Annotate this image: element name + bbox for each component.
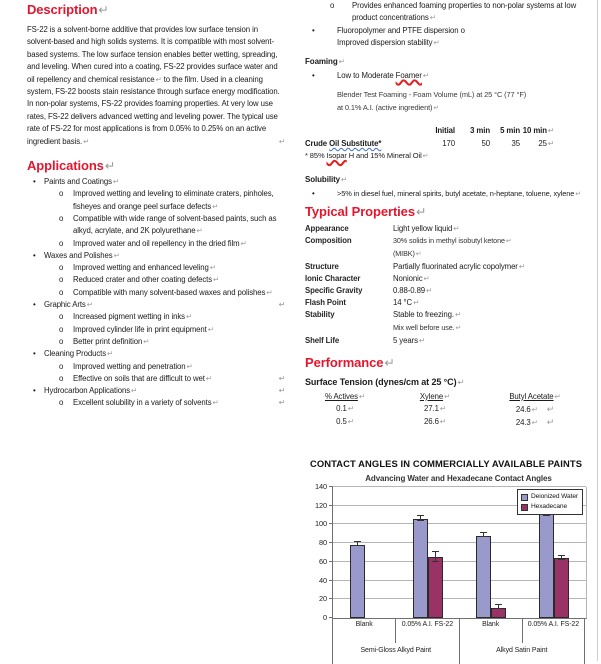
- foam-column-header: 10 min↵: [522, 126, 554, 136]
- return-mark-icon: ↵: [415, 204, 427, 219]
- return-mark-icon: ↵: [413, 298, 420, 308]
- return-mark-icon: ↵: [547, 126, 554, 136]
- bullet-icon: •: [33, 177, 36, 187]
- foam-value-cell: 35: [511, 138, 520, 148]
- return-mark-icon: ↵: [575, 191, 582, 199]
- return-mark-icon: ↵: [213, 275, 220, 285]
- legend-label: Hexadecane: [531, 503, 568, 511]
- property-value: [393, 235, 512, 261]
- solubility-list: [305, 188, 596, 201]
- foam-table-footnote: [305, 150, 596, 162]
- list-item: [27, 213, 285, 238]
- foaming-level-pre: Low to Moderate: [337, 71, 396, 81]
- property-value: [393, 309, 461, 334]
- y-axis-label: 80: [318, 538, 327, 548]
- category-label: 0.05% A.I. FS-22: [395, 618, 458, 643]
- list-item: [27, 250, 285, 262]
- deionized-water-bar: [350, 545, 365, 618]
- bullet-icon: •: [33, 250, 36, 260]
- legend-entry: [521, 492, 578, 502]
- group-label: Semi-Gloss Alkyd Paint: [332, 643, 459, 664]
- bar-slot: [491, 487, 506, 618]
- return-mark-icon: ↵: [107, 349, 114, 359]
- bar-slot: [365, 487, 380, 618]
- y-axis-label: 60: [318, 557, 327, 567]
- return-mark-icon: ↵: [98, 3, 109, 17]
- return-mark-icon: ↵: [505, 237, 512, 245]
- return-mark-icon: ↵: [455, 324, 462, 332]
- category-label: 0.05% A.I. FS-22: [522, 618, 585, 643]
- property-row: [305, 335, 596, 347]
- return-mark-icon: ↵: [341, 175, 348, 185]
- deionized-water-bar: [476, 536, 491, 618]
- circle-bullet-icon: o: [59, 238, 64, 248]
- typical-properties-heading-text: Typical Properties: [305, 203, 415, 219]
- return-mark-icon: ↵: [104, 159, 116, 174]
- surface-tension-value: 0.5↵: [336, 417, 354, 427]
- performance-heading: [305, 355, 596, 371]
- return-mark-icon: ↵: [278, 398, 285, 408]
- typical-properties-table: [305, 223, 596, 347]
- bar-slot: [413, 487, 428, 618]
- return-mark-icon: ↵: [531, 404, 538, 414]
- return-mark-icon: ↵: [212, 201, 219, 211]
- return-mark-icon: ↵: [113, 250, 120, 260]
- blender-test-note: [337, 88, 596, 115]
- list-item: [27, 274, 285, 286]
- list-item: [305, 70, 596, 82]
- solubility-heading-text: Solubility: [305, 175, 341, 185]
- applications-list: [27, 176, 285, 410]
- return-mark-icon: ↵: [453, 223, 460, 233]
- foam-row-label: [305, 138, 417, 151]
- property-row: [305, 297, 596, 309]
- property-row: [305, 261, 596, 273]
- list-item: [305, 25, 596, 37]
- list-item-text: Waxes and Polishes↵: [44, 250, 120, 260]
- circle-bullet-icon: o: [59, 275, 64, 285]
- return-mark-icon: ↵: [439, 417, 446, 427]
- list-item: [27, 238, 285, 250]
- list-item-text: Graphic Arts↵: [44, 300, 93, 310]
- list-item-text: Compatible with many solvent-based waxes and polishes↵: [73, 287, 273, 297]
- error-bar: [417, 515, 424, 521]
- list-item: [27, 176, 285, 188]
- applications-heading: [27, 158, 285, 174]
- y-axis-label: 40: [318, 576, 327, 586]
- misspelled-word: Foamer: [395, 71, 422, 81]
- return-mark-icon: ↵: [547, 138, 554, 148]
- error-bar: [354, 541, 361, 546]
- surface-tension-header-text: Butyl Acetate: [509, 391, 554, 401]
- foam-volume-table: [305, 125, 596, 150]
- foam-column-header: Initial: [435, 126, 455, 136]
- misspelled-word: Isopar: [326, 151, 347, 161]
- bar-group: [460, 487, 523, 618]
- error-bar: [495, 604, 502, 609]
- circle-bullet-icon: o: [330, 1, 335, 10]
- property-row: [305, 273, 596, 285]
- foam-column-header: 3 min: [470, 126, 490, 136]
- deionized-water-bar: [413, 519, 428, 618]
- legend-entry: [521, 502, 578, 512]
- surface-tension-value: 0.1↵: [336, 403, 354, 413]
- error-bar: [480, 532, 487, 537]
- property-row: [305, 223, 596, 235]
- property-value-line1: Stable to freezing.↵: [393, 310, 462, 320]
- list-item-text: Excellent solubility in a variety of solvents↵: [73, 398, 219, 408]
- property-row: [305, 235, 596, 261]
- foam-value-cell: 25↵: [538, 138, 554, 148]
- foam-row-label-plain: Crude: [305, 138, 330, 148]
- return-mark-icon: ↵: [457, 376, 465, 387]
- circle-bullet-icon: o: [59, 213, 64, 223]
- return-mark-icon: ↵: [185, 312, 193, 322]
- return-mark-icon: ↵: [131, 386, 138, 396]
- list-item: [27, 348, 285, 360]
- return-mark-icon: ↵: [426, 286, 433, 296]
- return-mark-icon: ↵: [240, 238, 247, 248]
- property-label: Appearance: [305, 223, 349, 233]
- surface-tension-value: 24.3↵ ↵: [515, 417, 555, 428]
- property-value: [393, 223, 459, 235]
- property-value-line1: Partially fluorinated acrylic copolymer↵: [393, 262, 525, 272]
- return-mark-icon: ↵: [531, 418, 538, 428]
- list-item-text: Hydrocarbon Applications↵: [44, 386, 138, 396]
- list-item: [27, 361, 285, 373]
- y-axis-label: 100: [314, 519, 327, 529]
- return-mark-icon: ↵: [546, 417, 555, 428]
- foam-header-spacer: [305, 125, 417, 138]
- property-label: Specific Gravity: [305, 286, 363, 296]
- return-mark-icon: ↵: [86, 300, 93, 310]
- return-mark-icon: ↵: [439, 403, 446, 413]
- hexadecane-bar: [554, 558, 569, 618]
- circle-bullet-icon: o: [59, 189, 64, 199]
- list-item-text: Improved water and oil repellency in the dried film↵: [73, 238, 247, 248]
- circle-bullet-icon: o: [59, 263, 64, 273]
- list-item-text: Improved wetting and enhanced leveling↵: [73, 263, 216, 273]
- list-item-text: Compatible with wide range of solvent-based paints, such as alkyd, acrylate, and 2K polyurethane↵: [73, 213, 277, 236]
- return-mark-icon: ↵: [212, 398, 219, 408]
- list-item: [27, 262, 285, 274]
- list-item-text: Better print definition↵: [73, 336, 150, 346]
- bullet-icon: •: [33, 300, 36, 310]
- return-mark-icon: ↵: [155, 74, 162, 84]
- return-mark-icon: ↵: [384, 355, 395, 370]
- list-item: [27, 373, 285, 385]
- list-item-text: Provides enhanced foaming properties to non-polar systems at low product concentrations↵: [352, 1, 577, 23]
- circle-bullet-icon: o: [59, 336, 64, 346]
- return-mark-icon: ↵: [112, 177, 119, 187]
- return-mark-icon: ↵: [186, 361, 193, 371]
- foaming-level-text: [337, 70, 429, 82]
- foaming-bullets-top: [305, 0, 596, 49]
- foam-column-header: 5 min: [500, 126, 520, 136]
- bullet-icon: •: [312, 25, 315, 35]
- chart-plot-area: [314, 482, 585, 623]
- list-item-text: Paints and Coatings↵: [44, 177, 119, 187]
- return-mark-icon: ↵: [266, 287, 273, 297]
- return-mark-icon: ↵: [278, 300, 285, 310]
- grammar-marked-text: Oil Substitute*: [329, 138, 382, 148]
- chart-legend: [517, 489, 583, 515]
- y-axis-label: 140: [314, 482, 327, 492]
- legend-swatch: [521, 494, 528, 501]
- foam-value-cell: 170: [442, 138, 455, 148]
- error-bar: [432, 551, 439, 562]
- return-mark-icon: ↵: [422, 152, 429, 161]
- property-label: Stability: [305, 310, 335, 320]
- surface-tension-header-text: % Actives: [324, 391, 358, 401]
- return-mark-icon: ↵: [546, 403, 555, 414]
- list-item: [305, 188, 596, 201]
- list-item-text: Cleaning Products↵: [44, 349, 114, 359]
- performance-heading-text: Performance: [305, 354, 384, 370]
- surface-tension-header-text: Xylene: [419, 391, 444, 401]
- list-item-text: Improved wetting and penetration↵: [73, 361, 193, 371]
- bar-group: [333, 487, 396, 618]
- description-paragraph: [27, 24, 285, 148]
- return-mark-icon: ↵: [433, 105, 440, 113]
- return-mark-icon: ↵: [358, 391, 365, 401]
- property-label: Flash Point: [305, 298, 346, 308]
- surface-tension-value: 24.6↵ ↵: [515, 403, 555, 414]
- solubility-heading: [305, 174, 596, 186]
- y-axis-label: 0: [322, 613, 327, 623]
- list-item-text: Increased pigment wetting in inks↵: [73, 312, 193, 322]
- surface-tension-title: [305, 376, 596, 389]
- property-value-line2: Mix well before use.↵: [393, 322, 462, 332]
- foaming-heading-text: Foaming: [305, 57, 338, 67]
- property-value: [393, 285, 432, 297]
- bar-slot: [428, 487, 443, 618]
- surface-tension-table: [305, 391, 596, 430]
- legend-swatch: [521, 504, 528, 511]
- list-item: [27, 299, 285, 311]
- page-boundary-line: [597, 0, 598, 661]
- blender-test-line1: Blender Test Foaming - Foam Volume (mL) at 25 °C (77 °F): [337, 90, 527, 100]
- property-value-line1: 5 years↵: [393, 335, 425, 345]
- left-column: [27, 2, 285, 410]
- y-axis-label: 120: [314, 501, 327, 511]
- return-mark-icon: ↵: [415, 250, 422, 258]
- property-label: Ionic Character: [305, 274, 361, 284]
- property-value: [393, 297, 419, 309]
- property-label: Composition: [305, 235, 352, 245]
- property-value: [393, 261, 525, 273]
- circle-bullet-icon: o: [59, 361, 64, 371]
- category-label: Blank: [459, 618, 522, 643]
- legend-label: Deionized Water: [531, 493, 578, 501]
- contact-angle-chart-section: [305, 458, 596, 664]
- description-heading: [27, 2, 285, 18]
- chart-section-heading: CONTACT ANGLES IN COMMERCIALLY AVAILABLE PAINTS: [310, 458, 583, 470]
- right-column: [305, 0, 596, 664]
- surface-tension-title-text: Surface Tension (dynes/cm at 25 °C): [305, 376, 457, 387]
- surface-tension-header: [485, 391, 585, 403]
- group-label: Alkyd Satin Paint: [459, 643, 586, 664]
- deionized-water-bar: [539, 514, 554, 618]
- chart-category-axis: [332, 618, 585, 643]
- return-mark-icon: ↵: [338, 57, 345, 67]
- return-mark-icon: ↵: [554, 391, 561, 401]
- property-value-line1: Light yellow liquid↵: [393, 223, 460, 233]
- surface-tension-header: [305, 391, 385, 403]
- return-mark-icon: ↵: [207, 324, 214, 334]
- category-label: Blank: [332, 618, 395, 643]
- property-value-line1: 0.88-0.89↵: [393, 286, 433, 296]
- return-mark-icon: ↵: [278, 386, 285, 396]
- bar-slot: [350, 487, 365, 618]
- surface-tension-value: 26.6↵: [424, 417, 446, 427]
- description-text-1: FS-22 is a solvent-borne additive that provides low surface tension in solvent-based and high solids systems. It is compatible with most solvent-based systems. The low surface tension enables better wetting, spreading, and leveling. When cured into a coating, FS-22 provides surface water and oil repellency and chemical resistance: [27, 25, 278, 84]
- solubility-text: [337, 188, 581, 201]
- list-item: [27, 336, 285, 348]
- return-mark-icon: ↵: [196, 226, 203, 236]
- bullet-icon: •: [33, 349, 36, 359]
- list-item-text: Improved dispersion stability↵: [337, 37, 440, 47]
- return-mark-icon: ↵: [83, 136, 90, 146]
- error-bar: [558, 555, 565, 560]
- list-item: [305, 37, 596, 49]
- y-axis-label: 20: [318, 594, 327, 604]
- return-mark-icon: ↵: [423, 274, 430, 284]
- list-item-text: Fluoropolymer and PTFE dispersion o: [337, 25, 465, 35]
- chart-title: Advancing Water and Hexadecane Contact Angles: [365, 474, 552, 484]
- bullet-icon: •: [33, 386, 36, 396]
- return-mark-icon: ↵: [454, 310, 462, 320]
- property-value-line2: (MIBK)↵: [393, 248, 422, 258]
- property-value-line1: Nonionic↵: [393, 274, 430, 284]
- applications-heading-text: Applications: [27, 158, 104, 174]
- bullet-icon: •: [312, 71, 315, 81]
- property-label: Structure: [305, 262, 339, 272]
- list-item: [27, 311, 285, 323]
- surface-tension-header: [385, 391, 485, 403]
- foaming-list: [305, 70, 596, 82]
- circle-bullet-icon: o: [59, 398, 64, 408]
- return-mark-icon: ↵: [205, 373, 212, 383]
- list-item: [27, 324, 285, 336]
- return-mark-icon: ↵: [278, 136, 285, 146]
- return-mark-icon: ↵: [143, 336, 150, 346]
- return-mark-icon: ↵: [422, 71, 430, 81]
- list-item-text: Improved cylinder life in print equipment↵: [73, 324, 214, 334]
- circle-bullet-icon: o: [59, 324, 64, 334]
- list-item: [27, 385, 285, 397]
- circle-bullet-icon: o: [59, 373, 64, 383]
- return-mark-icon: ↵: [209, 263, 216, 273]
- list-item: [27, 397, 285, 409]
- list-item-text: Reduced crater and other coating defects↵: [73, 275, 220, 285]
- property-value-line1: 30% solids in methyl isobutyl ketone↵: [393, 235, 512, 245]
- bullet-icon: •: [312, 189, 315, 199]
- hexadecane-bar: [428, 557, 443, 618]
- list-item: [27, 287, 285, 299]
- property-value-line1: 14 °C↵: [393, 298, 420, 308]
- foam-value-cell: 50: [481, 138, 490, 148]
- return-mark-icon: ↵: [347, 403, 354, 413]
- property-row: [305, 309, 596, 334]
- foaming-heading: [305, 56, 596, 68]
- list-item: [27, 188, 285, 213]
- circle-bullet-icon: o: [59, 287, 64, 297]
- property-value: [393, 335, 425, 347]
- typical-properties-heading: [305, 204, 596, 220]
- description-heading-text: Description: [27, 2, 98, 17]
- list-item: [305, 0, 596, 25]
- footnote-pre: * 85%: [305, 151, 327, 161]
- description-text-2: to the film. Used in a cleaning system, FS-22 boosts stain resistance through surface energy modification. In non-polar systems, FS-22 provides foaming properties. At very low use rates, FS-22 delivers advanced wetting and leveling power. The typical use rate of FS-22 for most applications is from 0.05% to 0.25% on an active ingredient basis.: [27, 74, 280, 146]
- blender-test-line2: at 0.1% A.I. (active ingredient): [337, 103, 433, 113]
- return-mark-icon: ↵: [429, 13, 436, 23]
- return-mark-icon: ↵: [347, 417, 354, 427]
- footnote-post: H and 15% Mineral Oil: [346, 151, 422, 161]
- circle-bullet-icon: o: [59, 312, 64, 322]
- property-value: [393, 273, 430, 285]
- bar-group: [396, 487, 459, 618]
- return-mark-icon: ↵: [418, 335, 425, 345]
- bar-slot: [476, 487, 491, 618]
- property-label: Shelf Life: [305, 335, 340, 345]
- list-item-text: Effective on soils that are difficult to wet↵: [73, 373, 212, 383]
- return-mark-icon: ↵: [433, 37, 440, 47]
- return-mark-icon: ↵: [444, 391, 451, 401]
- surface-tension-value: 27.1↵: [424, 403, 446, 413]
- list-item-text: Improved wetting and leveling to eliminate craters, pinholes, fisheyes and orange peel surface defects↵: [73, 189, 274, 211]
- property-row: [305, 285, 596, 297]
- hexadecane-bar: [491, 608, 506, 618]
- return-mark-icon: ↵: [518, 262, 525, 272]
- solubility-bullet-text: >5% in diesel fuel, mineral spirits, butyl acetate, n-heptane, toluene, xylene: [337, 189, 575, 199]
- return-mark-icon: ↵: [278, 373, 285, 383]
